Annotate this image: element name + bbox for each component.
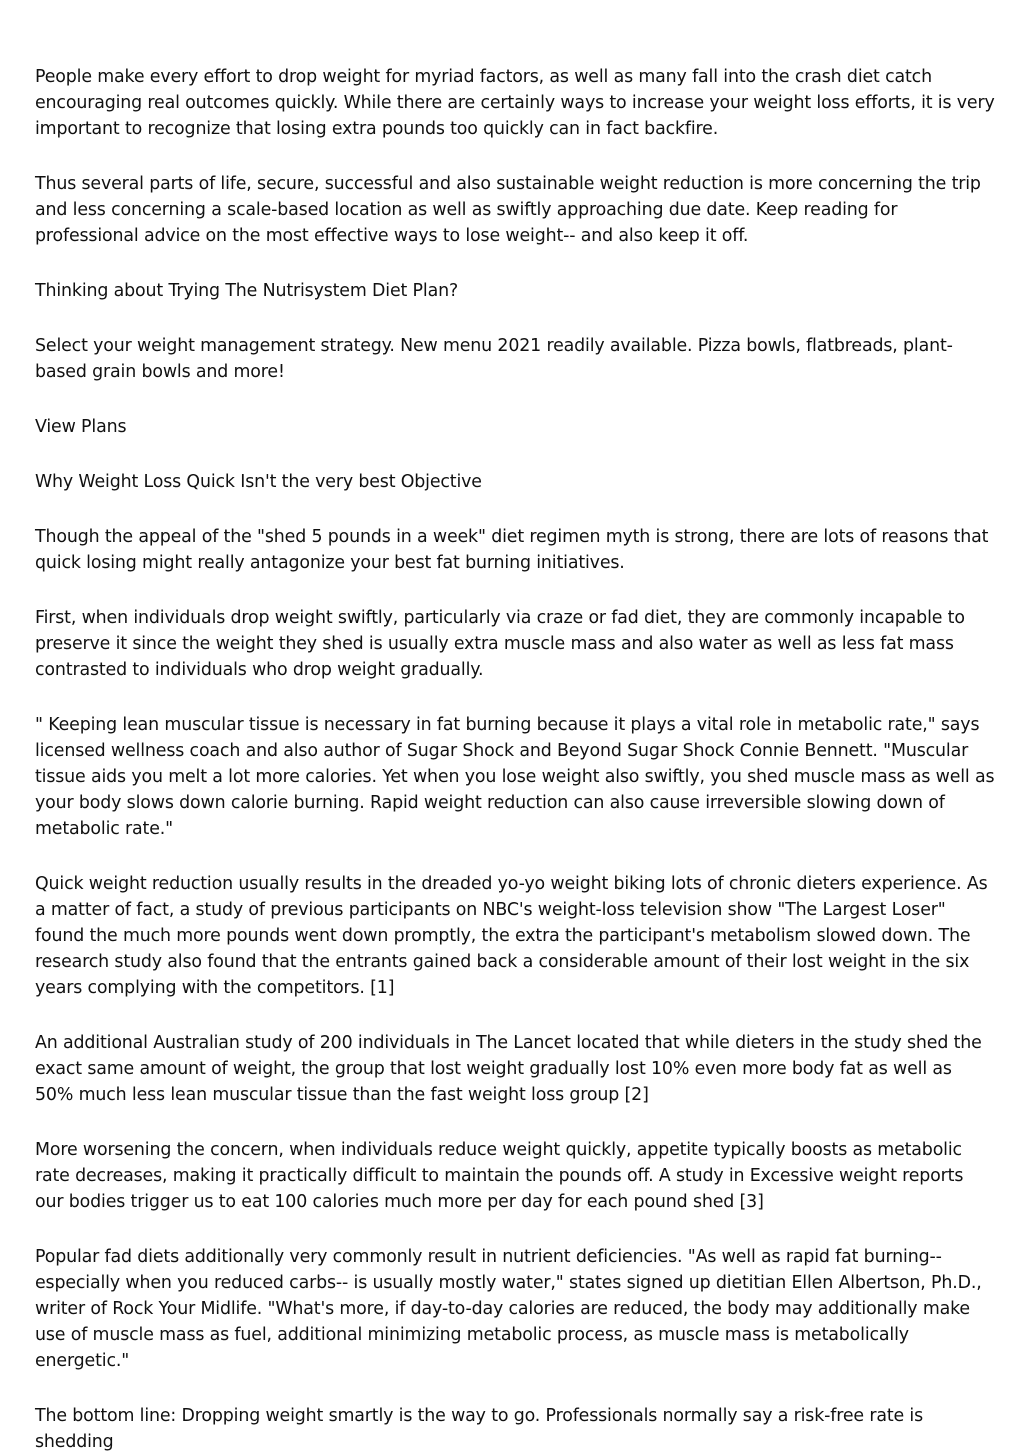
document-body <box>35 64 995 1455</box>
paragraph-intro: People make every effort to drop weight for myriad factors, as well as many fall into the crash diet catch encouraging real outcomes quickly. While there are certainly ways to increase your weight loss efforts, it is very important to recognize that losing extra pounds too quickly can in fact backfire. <box>35 67 995 139</box>
paragraph-quote-bennett: " Keeping lean muscular tissue is necessary in fat burning because it plays a vital role in metabolic rate," says licensed wellness coach and also author of Sugar Shock and Beyond Sugar Shock Connie Bennett. "Muscular tissue aids you melt a lot more calories. Yet when you lose weight also swiftly, you shed muscle mass as well as your body slows down calorie burning. Rapid weight reduction can also cause irreversible slowing down of metabolic rate." <box>35 715 995 839</box>
paragraph-yo-yo: Quick weight reduction usually results in the dreaded yo-yo weight biking lots of chronic dieters experience. As a matter of fact, a study of previous participants on NBC's weight-loss television show "The Largest Loser" found the much more pounds went down promptly, the extra the participant's metabolism slowed down. The research study also found that the entrants gained back a considerable amount of their lost weight in the six years complying with the competitors. [1] <box>35 874 988 998</box>
paragraph-fad-diets: Popular fad diets additionally very commonly result in nutrient deficiencies. "As well as rapid fat burning-- especially when you reduced carbs-- is usually mostly water," states signed up dietitian Ellen Albertson, Ph.D., writer of Rock Your Midlife. "What's more, if day-to-day calories are reduced, the body may additionally make use of muscle mass as fuel, additional minimizing metabolic process, as muscle mass is metabolically energetic." <box>35 1247 982 1371</box>
promo-text: Select your weight management strategy. New menu 2021 readily available. Pizza bowls, flatbreads, plant-based grain bowls and more! <box>35 336 953 382</box>
paragraph-lancet: An additional Australian study of 200 individuals in The Lancet located that while dieters in the study shed the exact same amount of weight, the group that lost weight gradually lost 10% even more body fat as well as 50% much less lean muscular tissue than the fast weight loss group [2] <box>35 1033 982 1105</box>
paragraph-sustainable: Thus several parts of life, secure, successful and also sustainable weight reduction is more concerning the trip and less concerning a scale-based location as well as swiftly approaching due date. Keep reading for professional advice on the most effective ways to lose weight-- and also keep it off. <box>35 174 981 246</box>
paragraph-first: First, when individuals drop weight swiftly, particularly via craze or fad diet, they are commonly incapable to preserve it since the weight they shed is usually extra muscle mass and also water as well as less fat mass contrasted to individuals who drop weight gradually. <box>35 608 965 680</box>
paragraph-appetite: More worsening the concern, when individuals reduce weight quickly, appetite typically boosts as metabolic rate decreases, making it practically difficult to maintain the pounds off. A study in Excessive weight reports our bodies trigger us to eat 100 calories much more per day for each pound shed [3] <box>35 1140 964 1212</box>
view-plans-link[interactable]: View Plans <box>35 417 127 437</box>
promo-heading: Thinking about Trying The Nutrisystem Diet Plan? <box>35 281 459 301</box>
section-heading: Why Weight Loss Quick Isn't the very best Objective <box>35 472 482 492</box>
paragraph-bottom-line: The bottom line: Dropping weight smartly is the way to go. Professionals normally say a risk-free rate is shedding <box>35 1406 924 1452</box>
paragraph-appeal: Though the appeal of the "shed 5 pounds in a week" diet regimen myth is strong, there are lots of reasons that quick losing might really antagonize your best fat burning initiatives. <box>35 527 989 573</box>
